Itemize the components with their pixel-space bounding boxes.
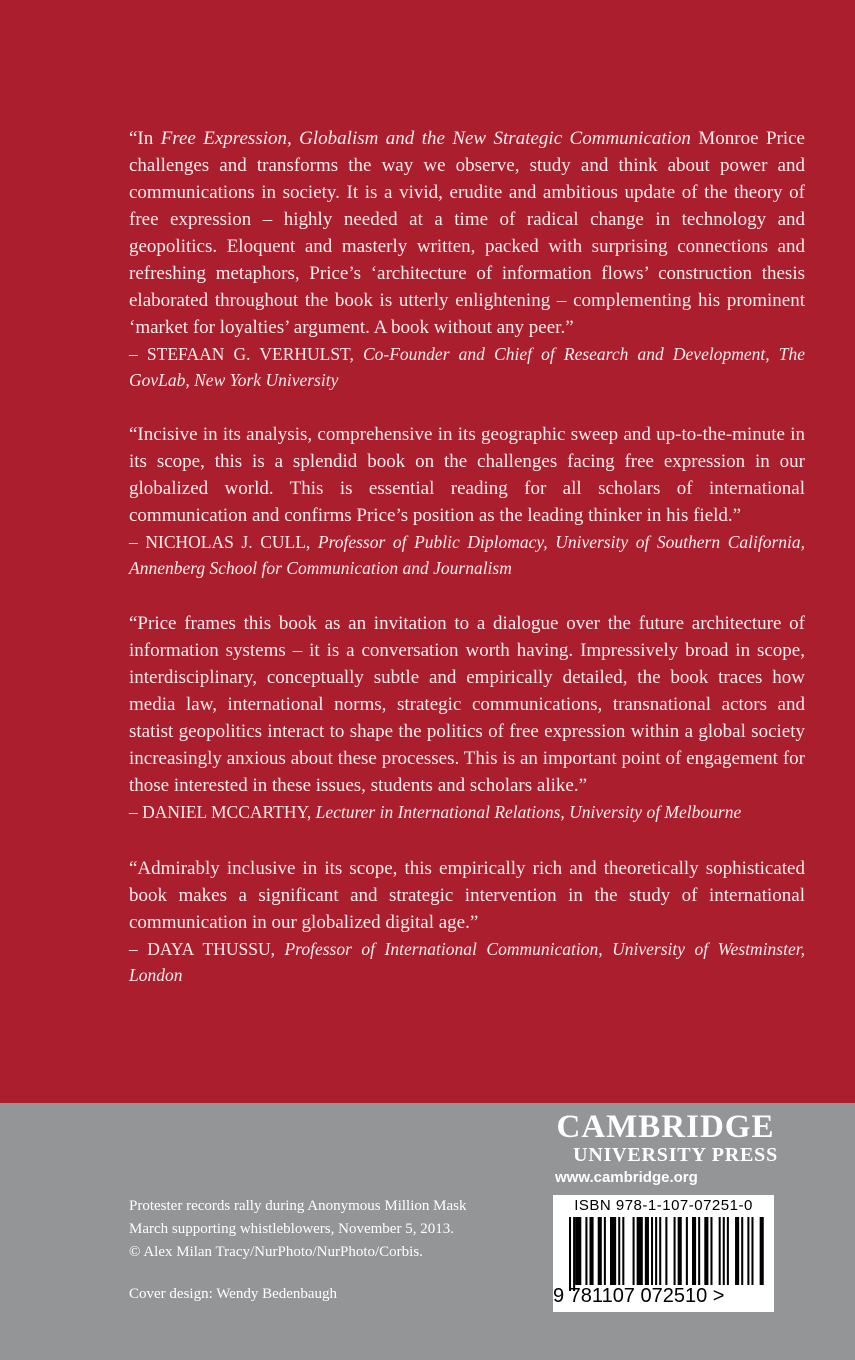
barcode-bar — [698, 1217, 700, 1285]
barcode-bar — [674, 1217, 676, 1285]
review-cull — [129, 421, 805, 581]
barcode-bar — [659, 1217, 661, 1285]
publisher-url: www.cambridge.org — [555, 1169, 698, 1186]
reviewer-role: Co-Founder and Chief of Research and Development, The GovLab, New York University — [129, 344, 805, 390]
credit-line: March supporting whistleblowers, November 5, 2013. — [129, 1221, 454, 1237]
barcode-bar — [637, 1217, 643, 1285]
barcode-bar — [633, 1217, 635, 1285]
reviewer-name: – DANIEL MCCARTHY, — [129, 802, 312, 822]
barcode-bar — [590, 1217, 594, 1285]
barcode-digits: 9 781107 072510 > — [553, 1285, 725, 1307]
publisher-subtitle: UNIVERSITY PRESS — [573, 1144, 778, 1166]
publisher-logo — [553, 1110, 778, 1188]
barcode-bar — [604, 1217, 606, 1285]
barcode-bar — [727, 1217, 729, 1285]
review-attribution — [129, 936, 805, 988]
barcode-bar — [741, 1217, 743, 1285]
barcode-bar — [651, 1217, 653, 1285]
barcode-bar — [686, 1217, 688, 1285]
barcode-bar — [735, 1217, 739, 1285]
reviewer-role: Professor of Public Diplomacy, University of Southern California, Annenberg School for Communication and Journalism — [129, 532, 805, 578]
cover-design-credit: Cover design: Wendy Bedenbaugh — [129, 1286, 338, 1302]
reviewer-role: Professor of International Communication, University of Westminster, London — [129, 939, 805, 985]
barcode-bar — [704, 1217, 708, 1285]
barcode-bar — [760, 1217, 764, 1285]
review-quote: “Price frames this book as an invitation to a dialogue over the future architecture of information systems – it is a conversation worth having. Impressively broad in scope, interdisciplinary, conceptually subtle and empirically detailed, the book traces how media law, international norms, strategic communications, transnational actors and statist geopolitics interact to shape the politics of free expression within a global society increasingly anxious about these processes. This is an important point of engagement for those interested in these issues, students and scholars alike.” — [129, 613, 805, 796]
barcode-bar — [678, 1217, 682, 1285]
barcode-bar — [655, 1217, 657, 1285]
barcode-bar — [645, 1217, 649, 1285]
barcode-bar — [573, 1217, 575, 1291]
review-mccarthy — [129, 610, 805, 825]
barcode-bar — [665, 1217, 667, 1285]
barcode-bar — [719, 1217, 721, 1285]
reviewer-name: – NICHOLAS J. CULL, — [129, 532, 311, 552]
barcode-bar — [751, 1217, 753, 1285]
isbn-barcode — [553, 1195, 774, 1312]
review-attribution — [129, 799, 805, 825]
book-title: Free Expression, Globalism and the New Strategic Communication — [160, 128, 691, 149]
review-quote: “In Free Expression, Globalism and the New Strategic Communication Monroe Price challenges and transforms the way we observe, study and think about power and communications in society. It is a vivid, erudite and ambitious update of the theory of free expression – highly needed at a time of radical change in technology and geopolitics. Eloquent and masterly written, packed with surprising connections and refreshing metaphors, Price’s ‘architecture of information flows’ construction thesis elaborated throughout the book is utterly enlightening – complementing his prominent ‘market for loyalties’ argument. A book without any peer.” — [129, 128, 805, 338]
review-thussu — [129, 855, 805, 988]
credit-line: © Alex Milan Tracy/NurPhoto/NurPhoto/Corbis. — [129, 1244, 423, 1260]
barcode-bar — [585, 1217, 587, 1285]
review-attribution — [129, 529, 805, 581]
review-attribution — [129, 341, 805, 393]
isbn-label: ISBN 978-1-107-07251-0 — [574, 1197, 753, 1214]
barcode-bar — [610, 1217, 616, 1285]
barcode-bar — [618, 1217, 620, 1285]
photo-credits — [129, 1195, 549, 1306]
barcode-bar — [598, 1217, 602, 1285]
review-quote: “Admirably inclusive in its scope, this empirically rich and theoretically sophisticated book makes a significant and strategic intervention in the study of international communication in our globalized digital age.” — [129, 858, 805, 933]
barcode-bar — [723, 1217, 725, 1285]
reviewer-name: – DAYA THUSSU, — [129, 939, 275, 959]
barcode-bar — [692, 1217, 696, 1285]
review-quote: “Incisive in its analysis, comprehensive in its geographic sweep and up-to-the-minute in its scope, this is a splendid book on the challenges facing free expression in our globalized world. This is essential reading for all scholars of international communication and confirms Price’s position as the leading thinker in his field.” — [129, 424, 805, 526]
review-quotes — [129, 125, 805, 1016]
barcode-bar — [575, 1217, 581, 1285]
review-verhulst — [129, 125, 805, 393]
reviewer-role: Lecturer in International Relations, University of Melbourne — [315, 802, 742, 822]
barcode-bar — [710, 1217, 712, 1285]
barcode-bar — [569, 1217, 571, 1291]
barcode-bar — [622, 1217, 624, 1285]
publisher-name: CAMBRIDGE — [556, 1109, 775, 1145]
barcode-bar — [747, 1217, 749, 1285]
credit-line: Protester records rally during Anonymous Million Mask — [129, 1198, 467, 1214]
reviewer-name: – STEFAAN G. VERHULST, — [129, 344, 354, 364]
